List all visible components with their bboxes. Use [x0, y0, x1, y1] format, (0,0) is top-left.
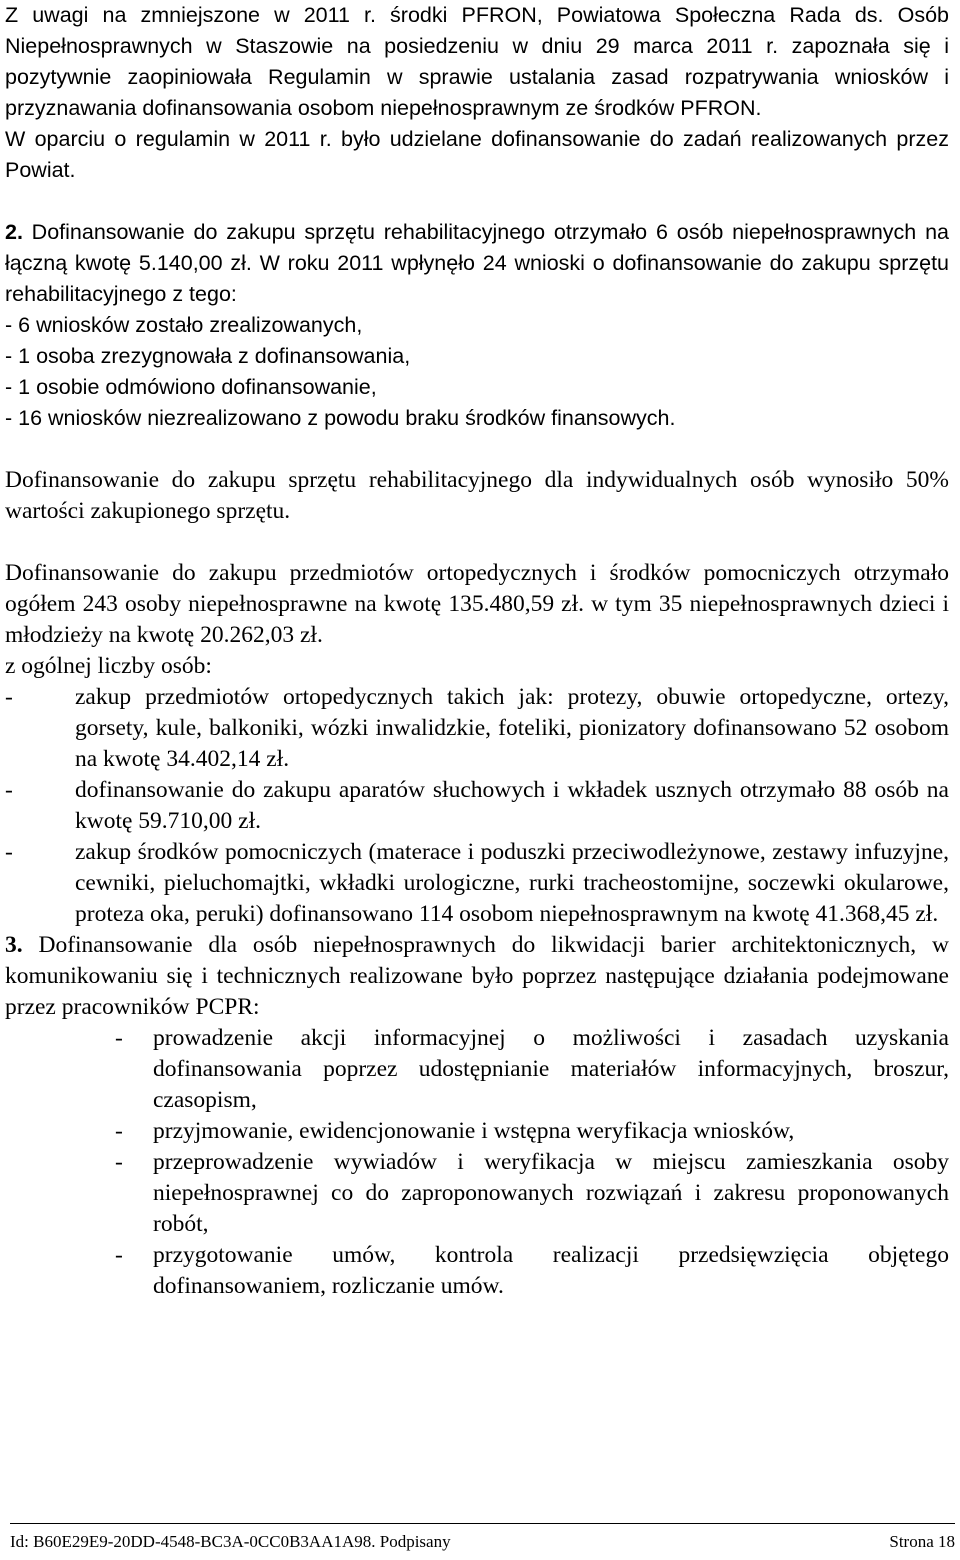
section-2-number: 2. [5, 220, 23, 244]
list-dash: - [115, 1242, 123, 1268]
pcpr-action-item [5, 1147, 949, 1240]
list-dash: - [115, 1149, 123, 1175]
orthopedic-list-item [5, 775, 949, 837]
breakdown-intro: z ogólnej liczby osób: [5, 653, 212, 679]
page-number: Strona 18 [889, 1532, 955, 1551]
section-2-rest: W roku 2011 wpłynęło 24 wnioski o dofinansowanie do zakupu sprzętu rehabilitacyjnego z tego: [5, 251, 950, 306]
pcpr-action-item [5, 1116, 949, 1147]
intro-regulation-paragraph: W oparciu o regulamin w 2011 r. było udzielane dofinansowanie do zadań realizowanych przez Powiat. [5, 127, 949, 182]
list-item-text: przyjmowanie, ewidencjonowanie i wstępna weryfikacja wniosków, [153, 1118, 795, 1144]
section-2-paragraph [5, 217, 949, 310]
list-item-text: zakup przedmiotów ortopedycznych takich jak: protezy, obuwie ortopedyczne, ortezy, gorsety, kule, balkoniki, wózki inwalidzkie, foteliki, pionizatory dofinansowano 52 osobom na kwotę 34.402,14 zł. [75, 684, 949, 772]
page-footer [10, 1523, 955, 1552]
list-dash: - [115, 1025, 123, 1051]
application-status-item: - 16 wniosków niezrealizowano z powodu braku środków finansowych. [5, 406, 676, 430]
section-3-text: Dofinansowanie dla osób niepełnosprawnych do likwidacji barier architektonicznych, w komunikowaniu się i technicznych realizowane było poprzez następujące działania podejmowane przez pracowników PCPR: [5, 932, 950, 1020]
list-item-text: prowadzenie akcji informacyjnej o możliwości i zasadach uzyskania dofinansowania poprzez udostępnianie materiałów informacyjnych, broszur, czasopism, [153, 1025, 949, 1113]
pcpr-action-item [5, 1023, 949, 1116]
section-3-number: 3. [5, 932, 23, 958]
document-page [5, 0, 949, 1302]
list-item-text: przeprowadzenie wywiadów i weryfikacja w miejscu zamieszkania osoby niepełnosprawnej co do zaproponowanych rozwiązań i zakresu proponowanych robót, [153, 1149, 949, 1237]
orthopedic-paragraph: Dofinansowanie do zakupu przedmiotów ortopedycznych i środków pomocniczych otrzymało ogółem 243 osoby niepełnosprawne na kwotę 135.480,59 zł. w tym 35 niepełnosprawnych dzieci i młodzieży na kwotę 20.262,03 zł. [5, 560, 949, 648]
section-3-paragraph [5, 930, 949, 1023]
percent-paragraph: Dofinansowanie do zakupu sprzętu rehabilitacyjnego dla indywidualnych osób wynosiło 50% wartości zakupionego sprzętu. [5, 467, 949, 524]
document-id: Id: B60E29E9-20DD-4548-BC3A-0CC0B3AA1A98. Podpisany [10, 1532, 451, 1551]
list-dash: - [5, 684, 13, 710]
orthopedic-list-item [5, 837, 949, 930]
list-dash: - [5, 777, 13, 803]
list-item-text: zakup środków pomocniczych (materace i poduszki przeciwodleżynowe, zestawy infuzyjne, cewniki, pieluchomajtki, wkładki urologiczne, rurki tracheostomijne, soczewki okularowe, proteza oka, peruki) dofinansowano 114 osobom niepełnosprawnym na kwotę 41.368,45 zł. [75, 839, 949, 927]
application-status-item: - 1 osobie odmówiono dofinansowanie, [5, 375, 377, 399]
application-status-item: - 6 wniosków zostało zrealizowanych, [5, 313, 363, 337]
pcpr-action-item [5, 1240, 949, 1302]
list-item-text: dofinansowanie do zakupu aparatów słuchowych i wkładek usznych otrzymało 88 osób na kwotę 59.710,00 zł. [75, 777, 949, 834]
section-2-lead: Dofinansowanie do zakupu sprzętu rehabilitacyjnego otrzymało 6 osób niepełnosprawnych na łączną kwotę 5.140,00 zł. [5, 220, 949, 275]
intro-paragraph: Z uwagi na zmniejszone w 2011 r. środki PFRON, Powiatowa Społeczna Rada ds. Osób Niepełnosprawnych w Staszowie na posiedzeniu w dniu 29 marca 2011 r. zapoznała się i pozytywnie zaopiniowała Regulamin w sprawie ustalania zasad rozpatrywania wniosków i przyznawania dofinansowania osobom niepełnosprawnym ze środków PFRON. [5, 3, 949, 120]
list-dash: - [5, 839, 13, 865]
orthopedic-list-item [5, 682, 949, 775]
list-dash: - [115, 1118, 123, 1144]
list-item-text: przygotowanie umów, kontrola realizacji przedsięwzięcia objętego dofinansowaniem, rozliczanie umów. [153, 1242, 949, 1299]
application-status-item: - 1 osoba zrezygnowała z dofinansowania, [5, 344, 411, 368]
